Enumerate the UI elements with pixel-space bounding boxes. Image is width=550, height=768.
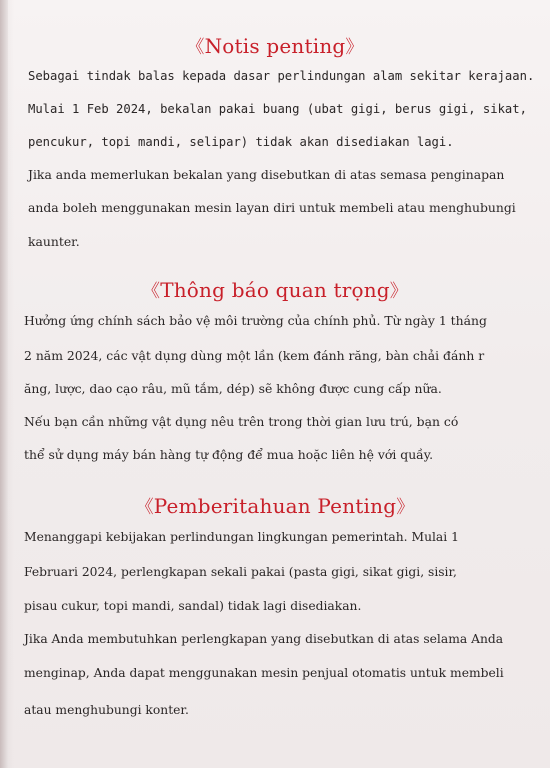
section-line: Mulai 1 Feb 2024, bekalan pakai buang (ubat gigi, berus gigi, sikat, bbox=[28, 102, 527, 116]
section-line: pisau cukur, topi mandi, sandal) tidak lagi disediakan. bbox=[24, 599, 362, 613]
section-line: Februari 2024, perlengkapan sekali pakai (pasta gigi, sikat gigi, sisir, bbox=[24, 565, 457, 579]
section-line: Sebagai tindak balas kepada dasar perlindungan alam sekitar kerajaan. bbox=[28, 69, 535, 83]
section-line: kaunter. bbox=[28, 234, 80, 249]
section-line: menginap, Anda dapat menggunakan mesin penjual otomatis untuk membeli bbox=[24, 666, 504, 680]
section-title: 《Notis penting》 bbox=[186, 34, 364, 58]
notice-section-indonesian bbox=[0, 492, 550, 522]
section-line: Jika anda memerlukan bekalan yang disebutkan di atas semasa penginapan bbox=[28, 167, 505, 182]
section-title-text: Thông báo quan trọng bbox=[160, 278, 390, 302]
section-line: ăng, lược, dao cạo râu, mũ tắm, dép) sẽ không được cung cấp nữa. bbox=[24, 381, 442, 396]
section-line: 2 năm 2024, các vật dụng dùng một lần (kem đánh răng, bàn chải đánh r bbox=[24, 348, 485, 363]
section-line: Hưởng ứng chính sách bảo vệ môi trường của chính phủ. Từ ngày 1 tháng bbox=[24, 313, 487, 328]
section-line: Menanggapi kebijakan perlindungan lingkungan pemerintah. Mulai 1 bbox=[24, 530, 459, 544]
section-line: anda boleh menggunakan mesin layan diri untuk membeli atau menghubungi bbox=[28, 200, 516, 215]
section-title: 《Pemberitahuan Penting》 bbox=[135, 494, 415, 518]
section-title: 《Thông báo quan trọng》 bbox=[141, 278, 408, 302]
section-title-text: Pemberitahuan Penting bbox=[153, 494, 397, 518]
notice-section-malay bbox=[0, 32, 550, 62]
section-line: thể sử dụng máy bán hàng tự động để mua hoặc liên hệ với quầy. bbox=[24, 447, 434, 462]
section-title-text: Notis penting bbox=[204, 34, 346, 58]
section-line: Nếu bạn cần những vật dụng nêu trên trong thời gian lưu trú, bạn có bbox=[24, 414, 459, 429]
notice-section-vietnamese bbox=[0, 276, 550, 306]
paper-edge bbox=[0, 0, 8, 768]
section-line: atau menghubungi konter. bbox=[24, 703, 189, 717]
section-line: Jika Anda membutuhkan perlengkapan yang disebutkan di atas selama Anda bbox=[24, 632, 504, 646]
section-line: pencukur, topi mandi, selipar) tidak akan disediakan lagi. bbox=[28, 135, 454, 149]
